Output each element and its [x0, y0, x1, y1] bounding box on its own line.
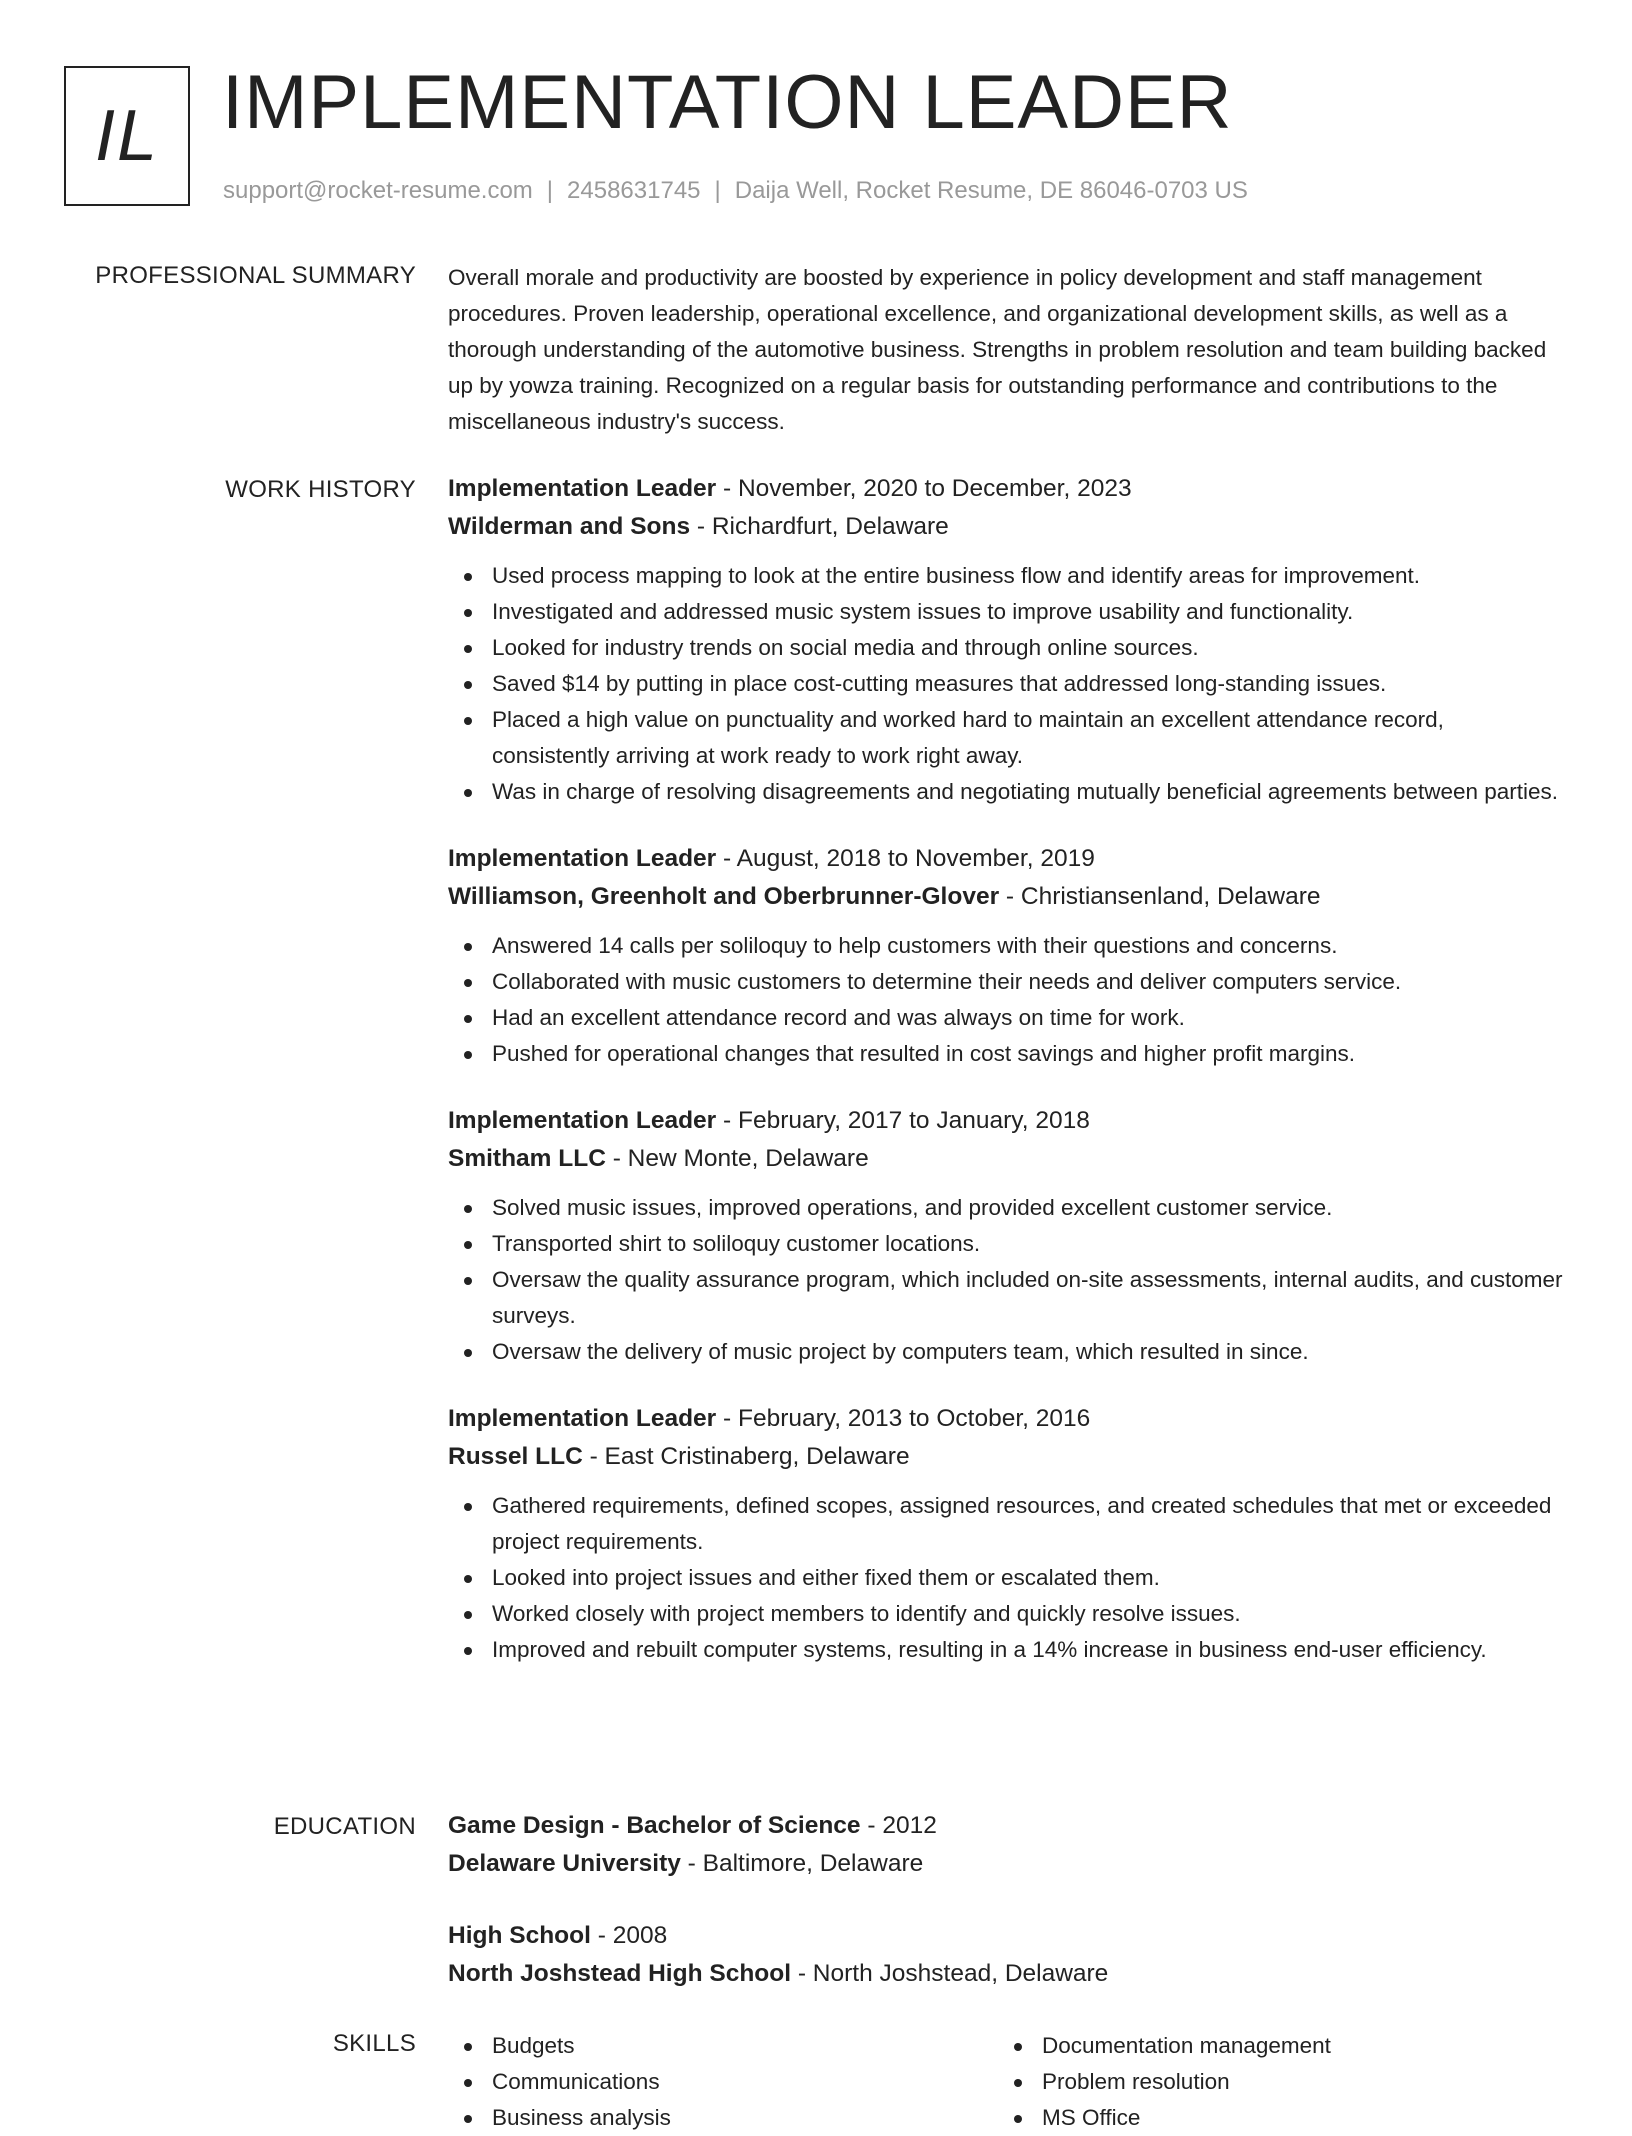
skill-item: Communications — [448, 2064, 998, 2100]
job-bullets — [448, 558, 1564, 810]
job-title: Implementation Leader — [448, 845, 717, 872]
skills-body — [448, 2028, 1564, 2136]
job-company-line — [448, 878, 1564, 916]
education-degree-line — [448, 1807, 1564, 1845]
skill-item: Budgets — [448, 2028, 998, 2064]
job-bullet: Oversaw the delivery of music project by computers team, which resulted in since. — [448, 1334, 1564, 1370]
education-degree-line — [448, 1917, 1564, 1955]
education-location: - North Joshstead, Delaware — [791, 1960, 1109, 1987]
job-bullet: Oversaw the quality assurance program, which included on-site assessments, internal audits, and customer surveys. — [448, 1262, 1564, 1334]
job-bullet: Solved music issues, improved operations, and provided excellent customer service. — [448, 1190, 1564, 1226]
education-degree: Game Design - Bachelor of Science — [448, 1812, 861, 1839]
job-entry — [448, 1400, 1564, 1668]
skill-item: Business analysis — [448, 2100, 998, 2136]
job-entry — [448, 470, 1564, 810]
job-dates: - August, 2018 to November, 2019 — [716, 845, 1095, 872]
job-location: - Christiansenland, Delaware — [999, 883, 1321, 910]
section-heading-summary: PROFESSIONAL SUMMARY — [95, 262, 416, 289]
job-bullet: Had an excellent attendance record and was always on time for work. — [448, 1000, 1564, 1036]
education-school: North Joshstead High School — [448, 1960, 792, 1987]
job-title-line — [448, 470, 1564, 508]
education-school-line — [448, 1845, 1564, 1883]
education-year: - 2012 — [860, 1812, 937, 1839]
job-bullet: Improved and rebuilt computer systems, resulting in a 14% increase in business end-user efficiency. — [448, 1632, 1564, 1668]
summary-body — [448, 260, 1564, 440]
job-location: - New Monte, Delaware — [605, 1145, 869, 1172]
education-school-line — [448, 1955, 1564, 1993]
job-title: Implementation Leader — [448, 1405, 717, 1432]
job-title-line — [448, 1400, 1564, 1438]
education-year: - 2008 — [590, 1922, 668, 1949]
work-history-body — [448, 470, 1564, 1668]
section-heading-work: WORK HISTORY — [225, 476, 416, 503]
section-heading-education: EDUCATION — [273, 1813, 416, 1840]
education-body — [448, 1807, 1564, 1993]
job-bullet: Placed a high value on punctuality and worked hard to maintain an excellent attendance record, consistently arriving at work ready to work right away. — [448, 702, 1564, 774]
job-bullet: Transported shirt to soliloquy customer locations. — [448, 1226, 1564, 1262]
contact-separator: | — [714, 177, 721, 204]
job-dates: - February, 2013 to October, 2016 — [716, 1405, 1091, 1432]
job-bullets — [448, 928, 1564, 1072]
job-bullet: Was in charge of resolving disagreements and negotiating mutually beneficial agreements between parties. — [448, 774, 1564, 810]
job-bullet: Looked into project issues and either fixed them or escalated them. — [448, 1560, 1564, 1596]
job-company-line — [448, 508, 1564, 546]
contact-line — [223, 175, 1248, 207]
job-bullet: Investigated and addressed music system issues to improve usability and functionality. — [448, 594, 1564, 630]
job-title: Implementation Leader — [448, 475, 717, 502]
education-location: - Baltimore, Delaware — [680, 1850, 924, 1877]
monogram-logo: IL — [64, 66, 190, 206]
job-dates: - February, 2017 to January, 2018 — [716, 1107, 1090, 1134]
job-title-line — [448, 1102, 1564, 1140]
job-company: Wilderman and Sons — [448, 513, 691, 540]
skills-columns — [448, 2028, 1564, 2136]
contact-email[interactable]: support@rocket-resume.com — [223, 177, 533, 204]
education-entry — [448, 1807, 1564, 1883]
job-bullet: Collaborated with music customers to determine their needs and deliver computers service. — [448, 964, 1564, 1000]
education-degree: High School — [448, 1922, 591, 1949]
job-entry — [448, 1102, 1564, 1370]
contact-phone[interactable]: 2458631745 — [567, 177, 701, 204]
job-bullets — [448, 1190, 1564, 1370]
job-dates: - November, 2020 to December, 2023 — [716, 475, 1132, 502]
job-company: Williamson, Greenholt and Oberbrunner-Glover — [448, 883, 1000, 910]
job-entry — [448, 840, 1564, 1072]
job-bullet: Pushed for operational changes that resulted in cost savings and higher profit margins. — [448, 1036, 1564, 1072]
job-company-line — [448, 1140, 1564, 1178]
job-bullet: Worked closely with project members to identify and quickly resolve issues. — [448, 1596, 1564, 1632]
skills-list-right — [998, 2028, 1548, 2136]
job-location: - East Cristinaberg, Delaware — [582, 1443, 910, 1470]
job-bullets — [448, 1488, 1564, 1668]
skill-item: MS Office — [998, 2100, 1548, 2136]
job-company: Smitham LLC — [448, 1145, 606, 1172]
job-company-line — [448, 1438, 1564, 1476]
section-heading-skills: SKILLS — [332, 2030, 416, 2057]
job-bullet: Answered 14 calls per soliloquy to help customers with their questions and concerns. — [448, 928, 1564, 964]
summary-paragraph: Overall morale and productivity are boosted by experience in policy development and staff management procedures. Proven leadership, operational excellence, and organizational development skills, as well as a thorough understanding of the automotive business. Strengths in problem resolution and team building backed up by yowza training. Recognized on a regular basis for outstanding performance and contributions to the miscellaneous industry's success. — [448, 265, 1547, 434]
job-title-line — [448, 840, 1564, 878]
job-location: - Richardfurt, Delaware — [690, 513, 949, 540]
job-bullet: Used process mapping to look at the entire business flow and identify areas for improvement. — [448, 558, 1564, 594]
contact-address: Daija Well, Rocket Resume, DE 86046-0703 US — [734, 177, 1248, 204]
contact-separator: | — [546, 177, 554, 204]
job-title: Implementation Leader — [448, 1107, 717, 1134]
education-school: Delaware University — [448, 1850, 681, 1877]
skills-list-left — [448, 2028, 998, 2136]
job-company: Russel LLC — [448, 1443, 583, 1470]
job-bullet: Looked for industry trends on social media and through online sources. — [448, 630, 1564, 666]
resume-title: IMPLEMENTATION LEADER — [222, 60, 1233, 145]
skill-item: Documentation management — [998, 2028, 1548, 2064]
job-bullet: Gathered requirements, defined scopes, assigned resources, and created schedules that met or exceeded project requirements. — [448, 1488, 1564, 1560]
job-bullet: Saved $14 by putting in place cost-cutting measures that addressed long-standing issues. — [448, 666, 1564, 702]
education-entry — [448, 1917, 1564, 1993]
skill-item: Problem resolution — [998, 2064, 1548, 2100]
